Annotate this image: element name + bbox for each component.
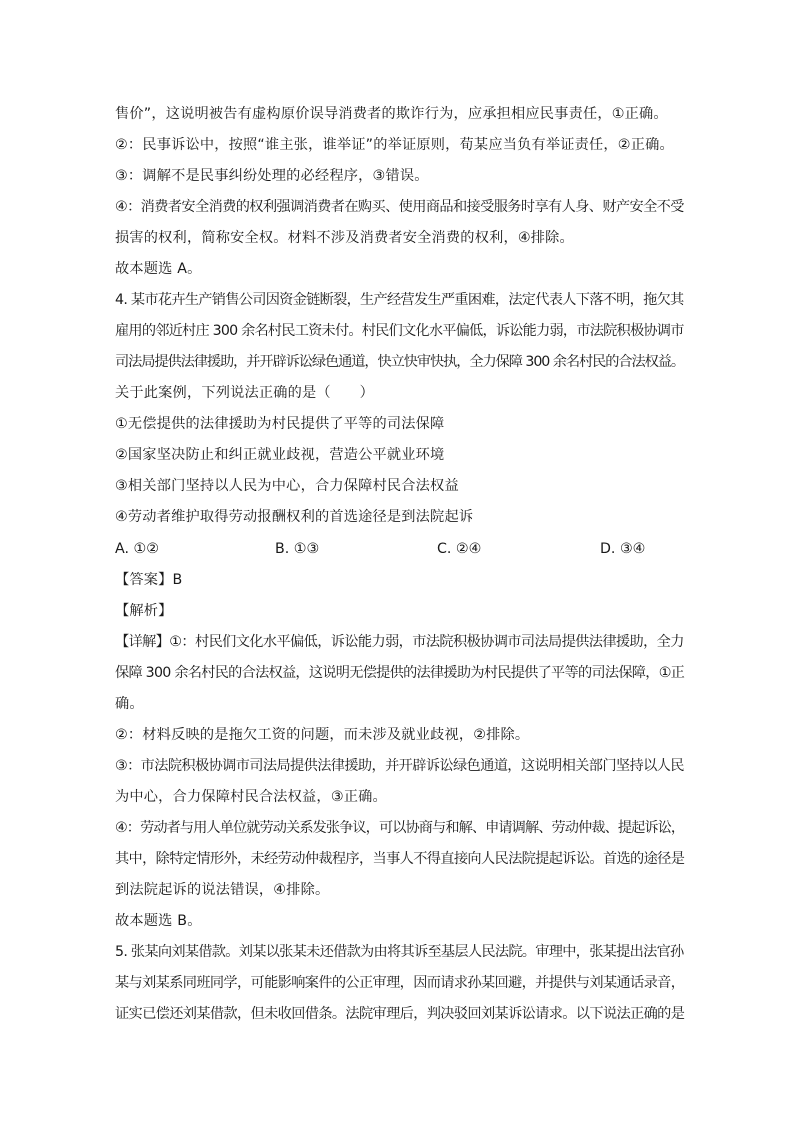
answer-options xyxy=(0,539,794,559)
text-line: 证实已偿还刘某借款，但未收回借条。法院审理后，判决驳回刘某诉讼请求。以下说法正确的是 xyxy=(115,1006,685,1022)
text-line: 雇用的邻近村庄 300 余名村民工资未付。村民们文化水平偏低，诉讼能力弱，市法院积极协调市 xyxy=(115,323,684,339)
text-line: ④：消费者安全消费的权利强调消费者在购买、使用商品和接受服务时享有人身、财产安全不受 xyxy=(115,199,684,215)
text-line: ③：调解不是民事纠纷处理的必经程序，③错误。 xyxy=(115,168,429,184)
question-4-stem: 4. 某市花卉生产销售公司因资金链断裂，生产经营发生严重困难，法定代表人下落不明，拖欠其 xyxy=(115,292,684,308)
text-line: ③：市法院积极协调市司法局提供法律援助，并开辟诉讼绿色通道，这说明相关部门坚持以人民 xyxy=(115,758,684,774)
statement-2: ②国家坚决防止和纠正就业歧视，营造公平就业环境 xyxy=(115,447,445,463)
text-line: 司法局提供法律援助，并开辟诉讼绿色通道，快立快审快执，全力保障 300 余名村民的合法权益。 xyxy=(115,354,684,370)
text-line: 保障 300 余名村民的合法权益，这说明无偿提供的法律援助为村民提供了平等的司法保障，①正 xyxy=(115,665,685,681)
text-line: 关于此案例，下列说法正确的是（ ） xyxy=(115,385,374,401)
analysis-label: 【解析】 xyxy=(115,603,173,619)
option-a: A. ①② xyxy=(115,541,159,557)
text-line: 故本题选 B。 xyxy=(115,913,202,929)
text-line: ④：劳动者与用人单位就劳动关系发张争议，可以协商与和解、申请调解、劳动仲裁、提起诉讼， xyxy=(115,820,685,836)
text-line: 售价”，这说明被告有虚构原价误导消费者的欺诈行为，应承担相应民事责任，①正确。 xyxy=(115,106,668,122)
option-b: B. ①③ xyxy=(275,541,320,557)
text-line: 其中，除特定情形外，未经劳动仲裁程序，当事人不得直接向人民法院提起诉讼。首选的途径是 xyxy=(115,851,685,867)
text-line: 损害的权利，简称安全权。材料不涉及消费者安全消费的权利，④排除。 xyxy=(115,230,574,246)
text-line: 【详解】①：村民们文化水平偏低，诉讼能力弱，市法院积极协调市司法局提供法律援助，全力 xyxy=(115,634,684,650)
text-line: 为中心，合力保障村民合法权益，③正确。 xyxy=(115,789,387,805)
text-line: 某与刘某系同班同学，可能影响案件的公正审理，因而请求孙某回避，并提供与刘某通话录音， xyxy=(115,975,685,991)
option-c: C. ②④ xyxy=(437,541,482,557)
text-line: ②：民事诉讼中，按照“谁主张，谁举证”的举证原则，荀某应当负有举证责任，②正确。 xyxy=(115,137,674,153)
text-line: 确。 xyxy=(115,696,144,712)
question-5-stem: 5. 张某向刘某借款。刘某以张某未还借款为由将其诉至基层人民法院。审理中，张某提出法官孙 xyxy=(115,944,684,960)
text-line: ②：材料反映的是拖欠工资的问题，而未涉及就业歧视，②排除。 xyxy=(115,727,530,743)
statement-4: ④劳动者维护取得劳动报酬权利的首选途径是到法院起诉 xyxy=(115,509,474,525)
text-line: 到法院起诉的说法错误，④排除。 xyxy=(115,882,330,898)
statement-3: ③相关部门坚持以人民为中心，合力保障村民合法权益 xyxy=(115,478,459,494)
option-d: D. ③④ xyxy=(600,541,646,557)
statement-1: ①无偿提供的法律援助为村民提供了平等的司法保障 xyxy=(115,416,445,432)
text-line: 故本题选 A。 xyxy=(115,261,202,277)
answer-label: 【答案】B xyxy=(115,572,183,588)
